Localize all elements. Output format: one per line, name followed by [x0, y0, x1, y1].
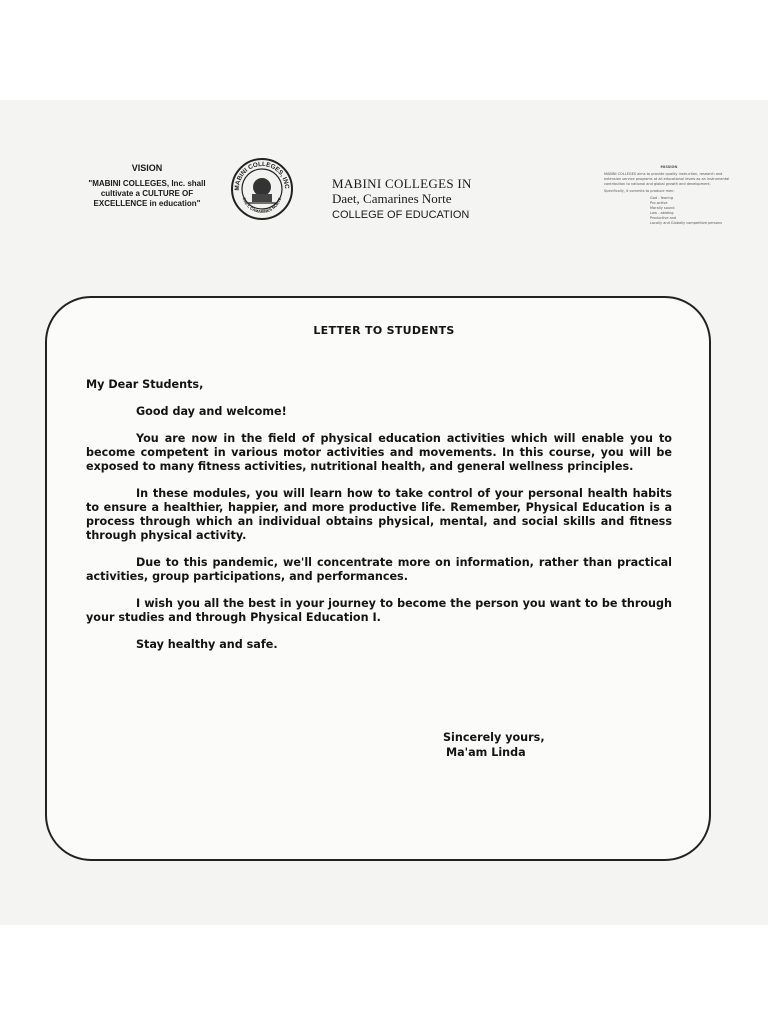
- letter-paragraph: I wish you all the best in your journey to become the person you want to be through your studies and through Physical Education I.: [86, 597, 672, 624]
- letter-paragraph: Good day and welcome!: [136, 405, 287, 418]
- mission-item: Law - abiding: [650, 211, 674, 215]
- college-name: MABINI COLLEGES IN: [332, 176, 472, 191]
- seal-text: MABINI COLLEGES, INC: [233, 160, 291, 191]
- mission-item: Locally and Globally competitive persons: [650, 221, 722, 225]
- letter-closing: Sincerely yours,: [443, 731, 545, 744]
- letter-signature: Ma'am Linda: [446, 746, 526, 759]
- college-city: Daet, Camarines Norte: [332, 191, 452, 206]
- letter-paragraph: You are now in the field of physical education activities which will enable you to become competent in various motor activities and movements. In this course, you will be exposed to many fitness activities, nutritional health, and general wellness principles.: [86, 432, 672, 473]
- mission-item: Pro-active: [650, 201, 668, 205]
- college-seal-logo: [230, 157, 294, 221]
- letter-signature-block: [443, 730, 545, 760]
- mission-item: God - fearing: [650, 196, 673, 200]
- mission-text: MABINI COLLEGES aims to provide quality instruction, research and extension service programs at all educational levels as an instrumental contribution to national and global growth and development.: [604, 172, 730, 186]
- mission-item: Productive and: [650, 216, 677, 220]
- mission-subtitle: Specifically, it commits to produce men:: [604, 189, 675, 193]
- letter-greeting: My Dear Students,: [86, 378, 204, 391]
- mission-title: MISSION: [660, 165, 678, 169]
- letter-paragraph: Due to this pandemic, we'll concentrate more on information, rather than practical activities, group participations, and performances.: [86, 556, 672, 583]
- vision-text: "MABINI COLLEGES, Inc. shall cultivate a CULTURE OF EXCELLENCE in education": [88, 179, 206, 208]
- college-department: COLLEGE OF EDUCATION: [332, 209, 470, 221]
- mission-list: [604, 196, 734, 226]
- letter-title: LETTER TO STUDENTS: [313, 324, 455, 337]
- letter-paragraph: In these modules, you will learn how to take control of your personal health habits to ensure a healthier, happier, and more productive life. Remember, Physical Education is a process through which an individual obtains physical, mental, and social skills and fitness through physical activity.: [86, 487, 672, 542]
- mission-block: [604, 165, 734, 226]
- letter-body: [86, 378, 672, 665]
- seal-bottom-text: DAET, CAMARINES NORTE: [241, 196, 283, 215]
- letter-paragraph: Stay healthy and safe.: [136, 638, 278, 651]
- college-header: [332, 176, 512, 222]
- mission-item: Morally sound: [650, 206, 675, 210]
- vision-block: [82, 163, 212, 209]
- vision-title: VISION: [131, 163, 163, 173]
